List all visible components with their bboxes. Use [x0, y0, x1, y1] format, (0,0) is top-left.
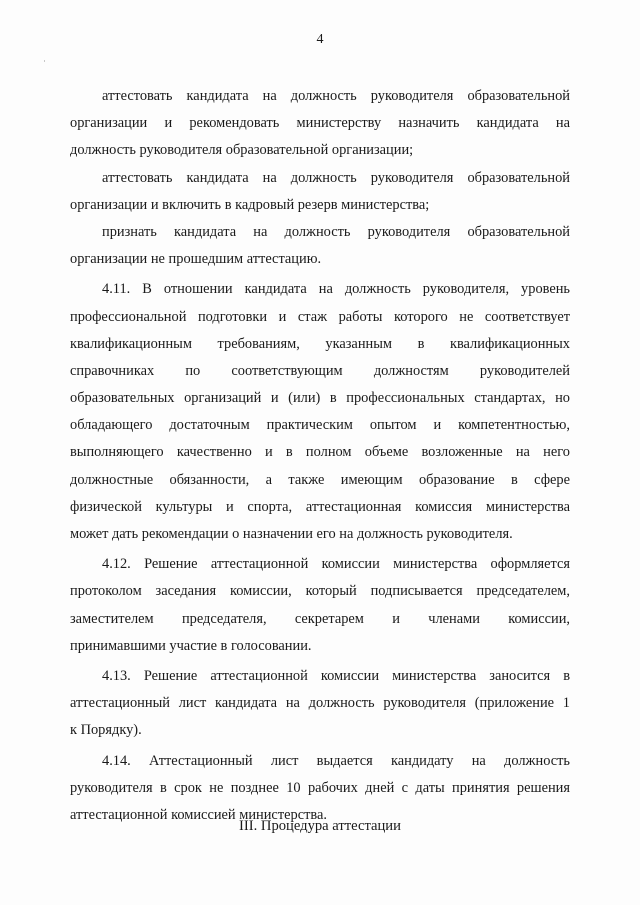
- text-line: аттестовать кандидата на должность руководителя образовательной: [102, 169, 570, 186]
- text-line: профессиональной подготовки и стаж работы которого не соответствует: [70, 308, 570, 325]
- scan-margin-mark: [44, 60, 45, 62]
- text-line: аттестационной комиссией министерства.: [70, 806, 327, 823]
- paragraph-not-passed: [70, 219, 570, 273]
- text-line: физической культуры и спорта, аттестационная комиссия министерства: [70, 498, 570, 515]
- page-number: 4: [316, 32, 324, 47]
- text-line: 4.12. Решение аттестационной комиссии министерства оформляется: [102, 556, 570, 573]
- paragraph-4-14: [70, 748, 570, 830]
- text-line: должность руководителя образовательной организации;: [70, 142, 414, 159]
- text-line: может дать рекомендации о назначении его на должность руководителя.: [70, 526, 513, 542]
- text-line: должностные обязанности, а также имеющим образование в сфере: [70, 471, 570, 488]
- text-line: аттестовать кандидата на должность руководителя образовательной: [102, 88, 570, 104]
- paragraph-attest-reserve: [70, 165, 570, 219]
- text-line: организации не прошедшим аттестацию.: [70, 251, 322, 268]
- text-line: обладающего достаточным практическим опытом и компетентностью,: [70, 417, 570, 434]
- paragraph-attest-recommend: [70, 83, 570, 165]
- paragraph-4-12: [70, 551, 570, 660]
- text-line: принимавшими участие в голосовании.: [70, 637, 312, 654]
- text-line: протоколом заседания комиссии, который подписывается председателем,: [70, 583, 570, 600]
- text-line: признать кандидата на должность руководителя образовательной: [102, 223, 570, 240]
- text-line: 4.14. Аттестационный лист выдается кандидату на должность: [102, 752, 570, 769]
- text-line: квалификационным требованиям, указанным в квалификационных: [70, 335, 570, 352]
- document-body: [70, 83, 570, 829]
- text-line: образовательных организаций и (или) в профессиональных стандартах, но: [70, 390, 570, 407]
- text-line: 4.13. Решение аттестационной комиссии министерства заносится в: [102, 667, 570, 684]
- text-line: организации и рекомендовать министерству назначить кандидата на: [70, 115, 570, 132]
- text-line: заместителем председателя, секретарем и членами комиссии,: [70, 610, 570, 627]
- paragraph-4-13: [70, 663, 570, 745]
- section-heading: III. Процедура аттестации: [239, 818, 401, 834]
- text-line: организации и включить в кадровый резерв министерства;: [70, 196, 430, 213]
- text-line: аттестационный лист кандидата на должность руководителя (приложение 1: [70, 695, 570, 712]
- paragraph-4-11: [70, 276, 570, 548]
- text-line: к Порядку).: [70, 722, 142, 739]
- text-line: 4.11. В отношении кандидата на должность руководителя, уровень: [102, 281, 570, 298]
- text-line: руководителя в срок не позднее 10 рабочих дней с даты принятия решения: [70, 779, 570, 796]
- text-line: выполняющего качественно и в полном объеме возложенные на него: [70, 444, 570, 461]
- text-line: справочниках по соответствующим должностям руководителей: [70, 362, 570, 379]
